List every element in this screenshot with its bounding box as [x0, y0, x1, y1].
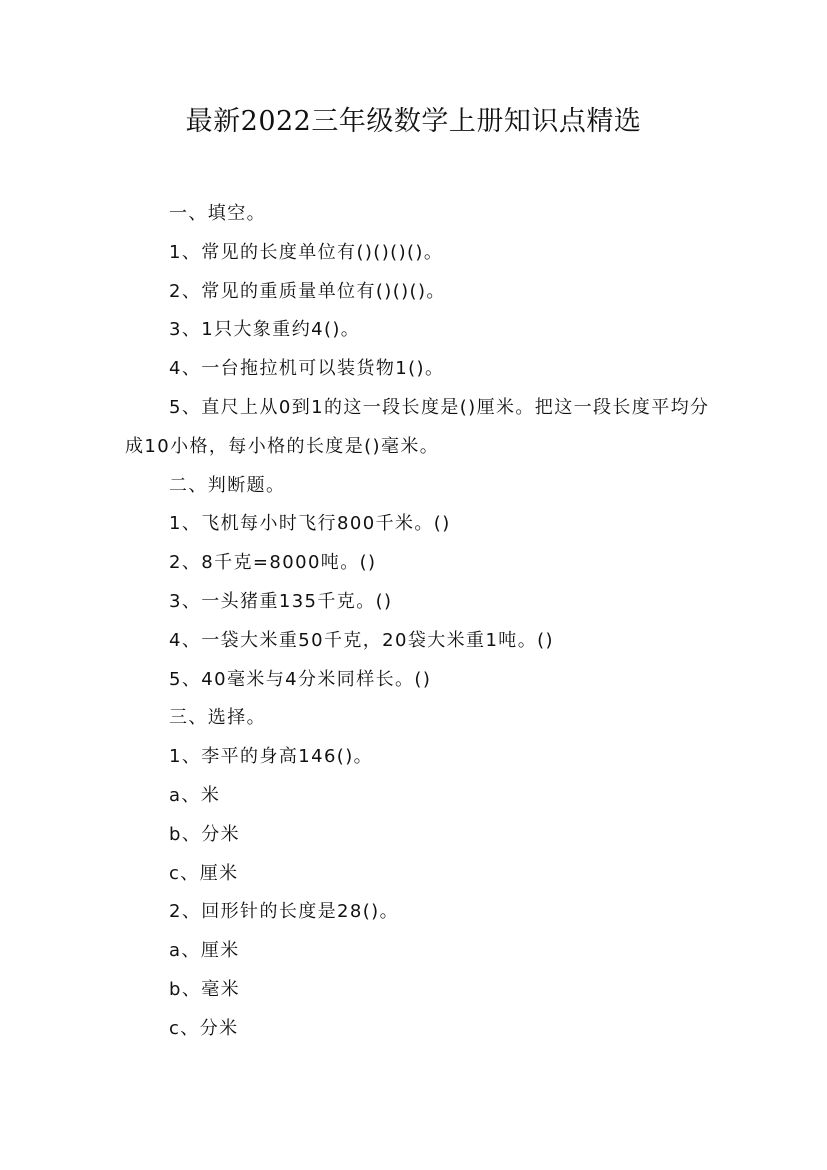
choice-option: b、毫米: [169, 978, 241, 1000]
question-item: 2、常见的重质量单位有()()()。: [169, 280, 446, 302]
choice-option: a、厘米: [169, 940, 240, 962]
question-item: 2、8千克=8000吨。(): [169, 552, 377, 574]
question-item: 2、回形针的长度是28()。: [169, 901, 400, 923]
question-item: 4、一台拖拉机可以装货物1()。: [169, 358, 445, 380]
choice-option: b、分米: [169, 823, 241, 845]
question-item: 1、李平的身高146()。: [169, 746, 374, 768]
question-item: 1、常见的长度单位有()()()()。: [169, 241, 444, 263]
question-item: 3、1只大象重约4()。: [169, 319, 361, 341]
question-item: 5、40毫米与4分米同样长。(): [169, 668, 432, 690]
question-item: 4、一袋大米重50千克，20袋大米重1吨。(): [169, 629, 554, 651]
choice-option: c、厘米: [169, 862, 239, 884]
section-heading-fill-blank: 一、填空。: [169, 203, 266, 224]
question-item: 5、直尺上从0到1的这一段长度是()厘米。把这一段长度平均分成10小格，每小格的长度是()毫米。: [125, 396, 710, 457]
document-title: 最新2022三年级数学上册知识点精选: [185, 106, 642, 137]
document-body: [125, 195, 710, 1049]
question-item: 3、一头猪重135千克。(): [169, 590, 393, 612]
section-heading-multiple-choice: 三、选择。: [169, 707, 266, 729]
choice-option: c、分米: [169, 1017, 239, 1039]
choice-option: a、米: [169, 784, 221, 806]
section-heading-true-false: 二、判断题。: [169, 474, 286, 496]
question-item: 1、飞机每小时飞行800千米。(): [169, 513, 451, 535]
